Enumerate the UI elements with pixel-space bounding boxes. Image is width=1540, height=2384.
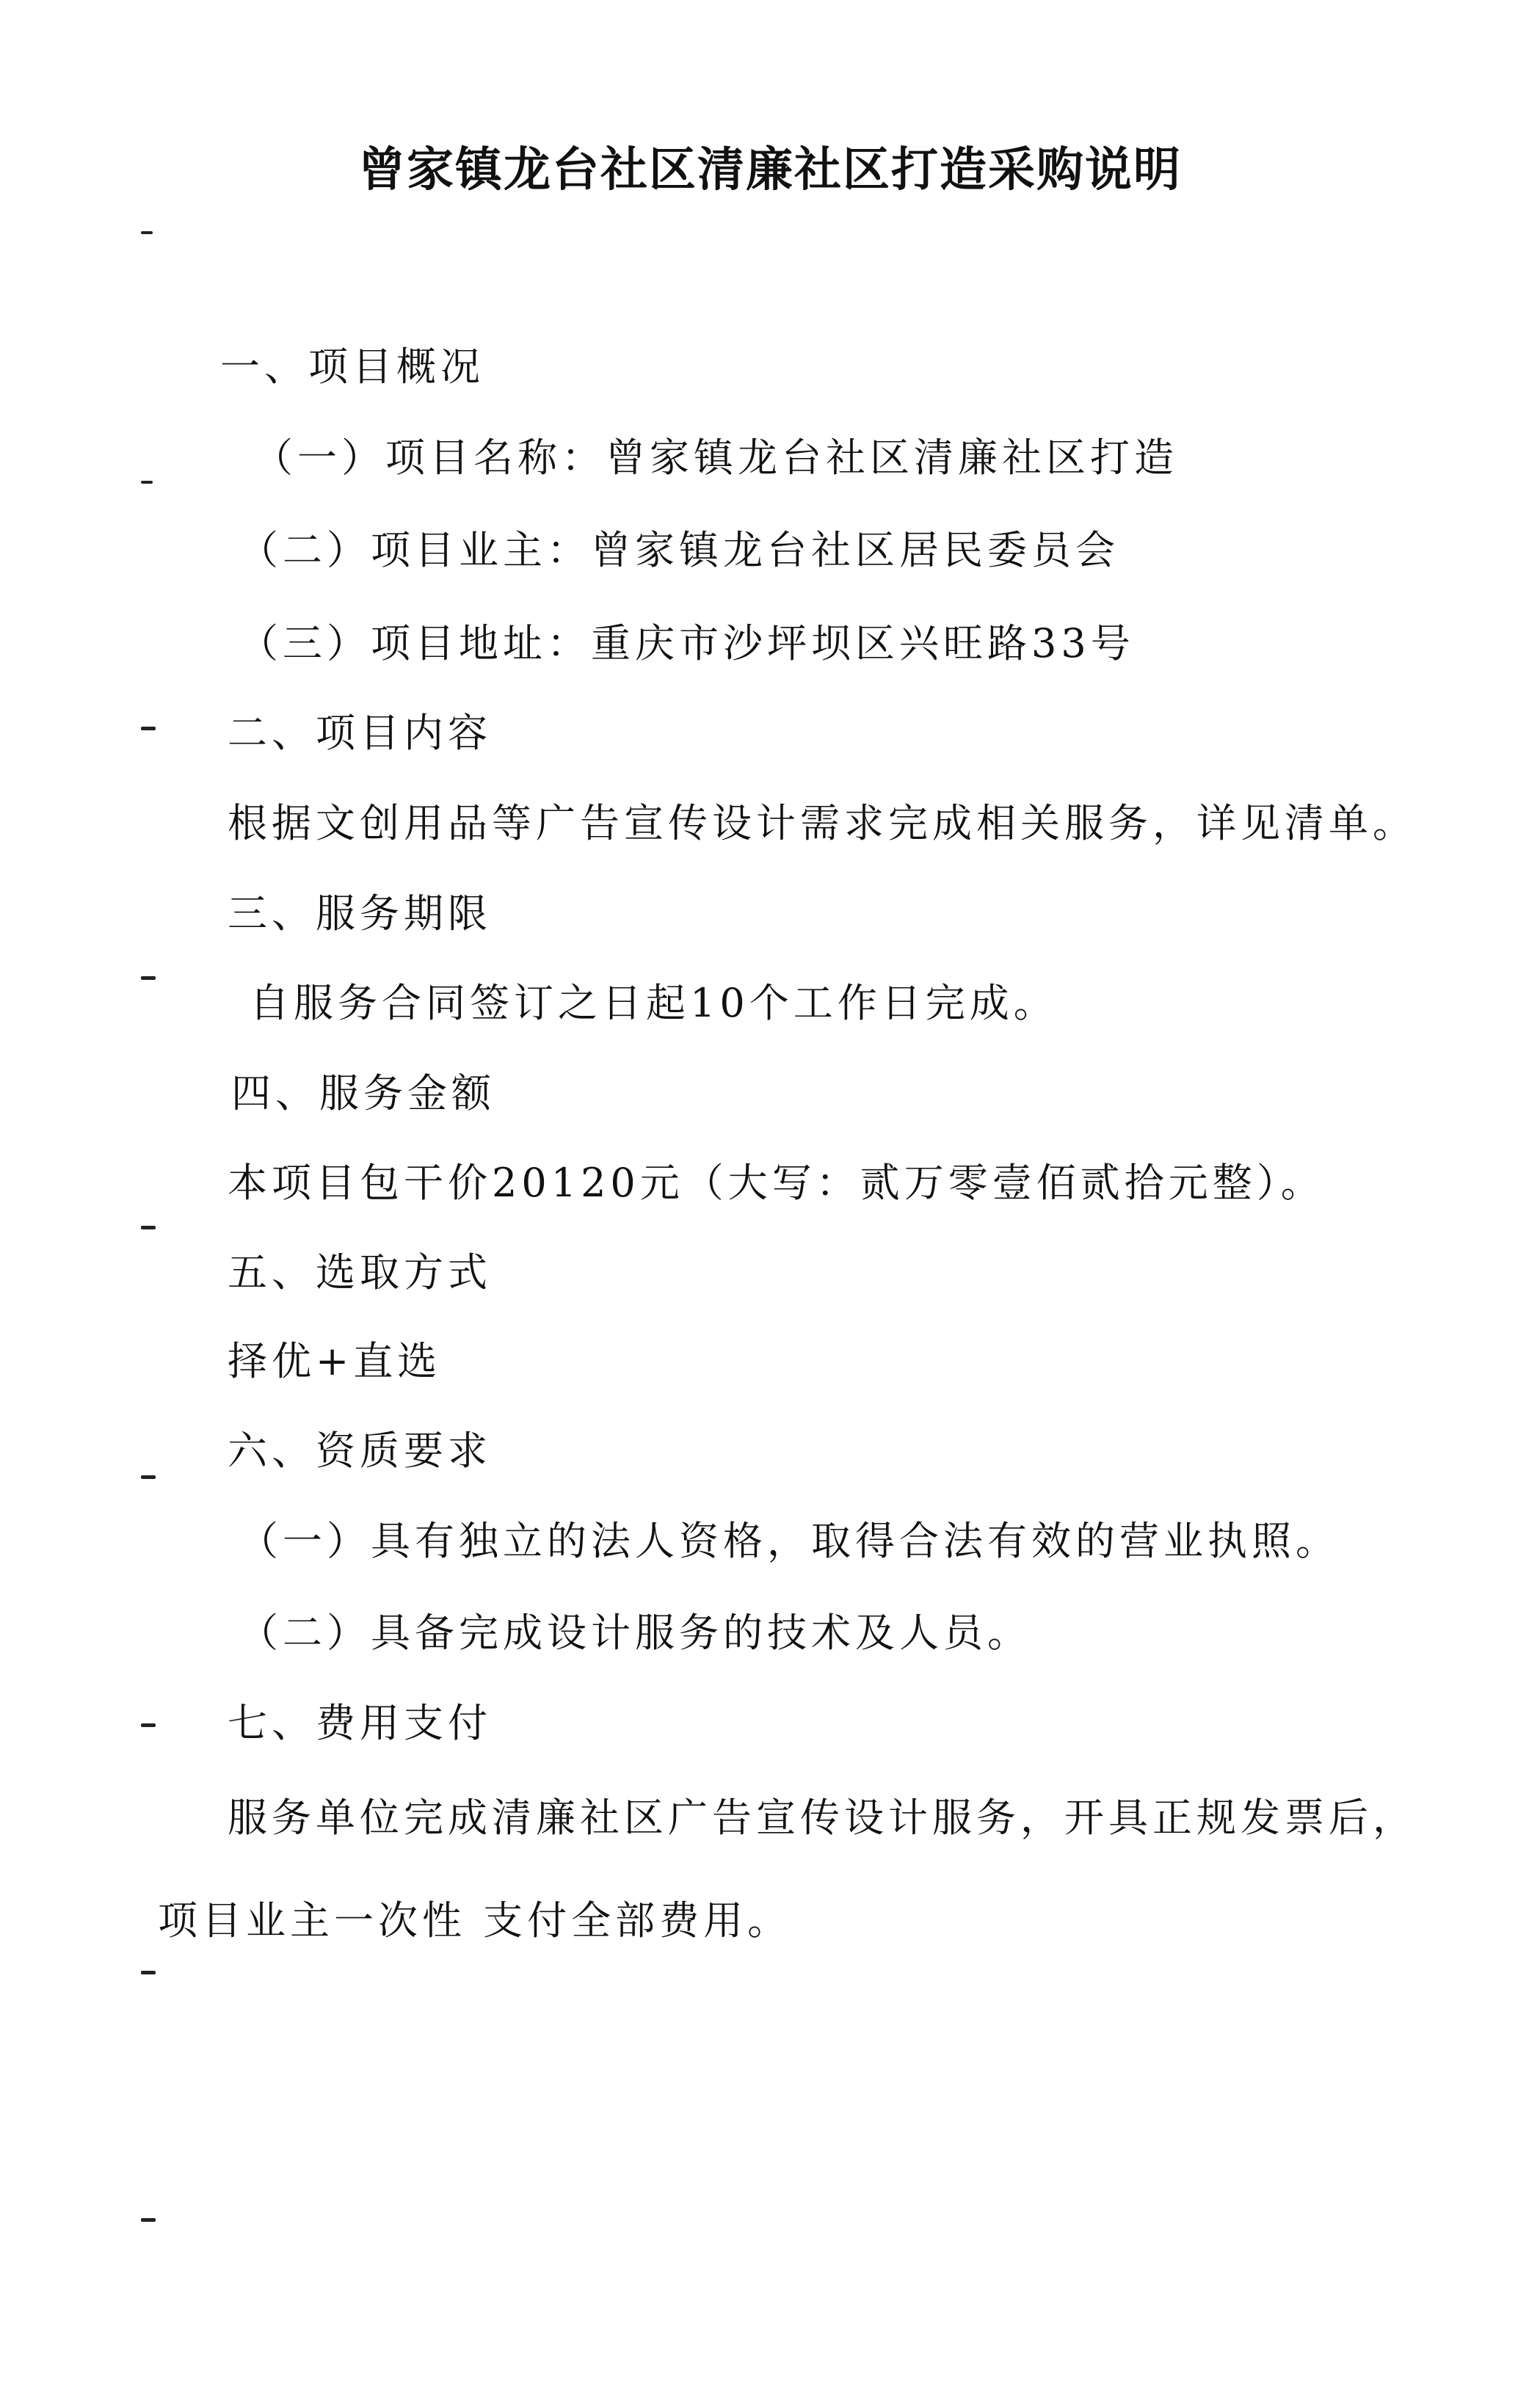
- project-address-line: （三）项目地址：重庆市沙坪坝区兴旺路33号: [239, 620, 1135, 666]
- section-heading-period: 三、服务期限: [228, 890, 492, 937]
- margin-scan-mark: [141, 2218, 156, 2222]
- period-paragraph: 自服务合同签订之日起10个工作日完成。: [250, 980, 1058, 1026]
- selection-paragraph: 择优+直选: [228, 1338, 442, 1384]
- margin-scan-mark: [141, 231, 153, 234]
- section-heading-amount: 四、服务金额: [231, 1070, 495, 1116]
- section-heading-payment: 七、费用支付: [228, 1700, 492, 1746]
- margin-scan-mark: [141, 481, 153, 484]
- content-paragraph: 根据文创用品等广告宣传设计需求完成相关服务，详见清单。: [228, 800, 1417, 846]
- project-owner-line: （二）项目业主：曾家镇龙台社区居民委员会: [239, 527, 1119, 573]
- qualification-item-1: （一）具有独立的法人资格，取得合法有效的营业执照。: [239, 1518, 1340, 1564]
- section-heading-content: 二、项目内容: [228, 710, 492, 756]
- qualification-item-2: （二）具备完成设计服务的技术及人员。: [239, 1610, 1031, 1656]
- margin-scan-mark: [141, 727, 156, 730]
- project-name-line: （一）项目名称：曾家镇龙台社区清廉社区打造: [253, 435, 1178, 481]
- margin-scan-mark: [141, 1723, 156, 1727]
- margin-scan-mark: [141, 976, 156, 980]
- margin-scan-mark: [141, 1475, 156, 1479]
- section-heading-qualification: 六、资质要求: [228, 1428, 492, 1474]
- margin-scan-mark: [141, 1226, 156, 1229]
- payment-paragraph: 服务单位完成清廉社区广告宣传设计服务，开具正规发票后，: [228, 1795, 1417, 1841]
- section-heading-overview: 一、项目概况: [220, 344, 484, 390]
- document-title: 曾家镇龙台社区清廉社区打造采购说明: [358, 143, 1182, 197]
- payment-paragraph-continued: 项目业主一次性 支付全部费用。: [158, 1897, 792, 1944]
- amount-paragraph: 本项目包干价20120元（大写：贰万零壹佰贰拾元整）。: [228, 1160, 1325, 1206]
- section-heading-selection: 五、选取方式: [228, 1249, 492, 1295]
- margin-scan-mark: [141, 1971, 156, 1974]
